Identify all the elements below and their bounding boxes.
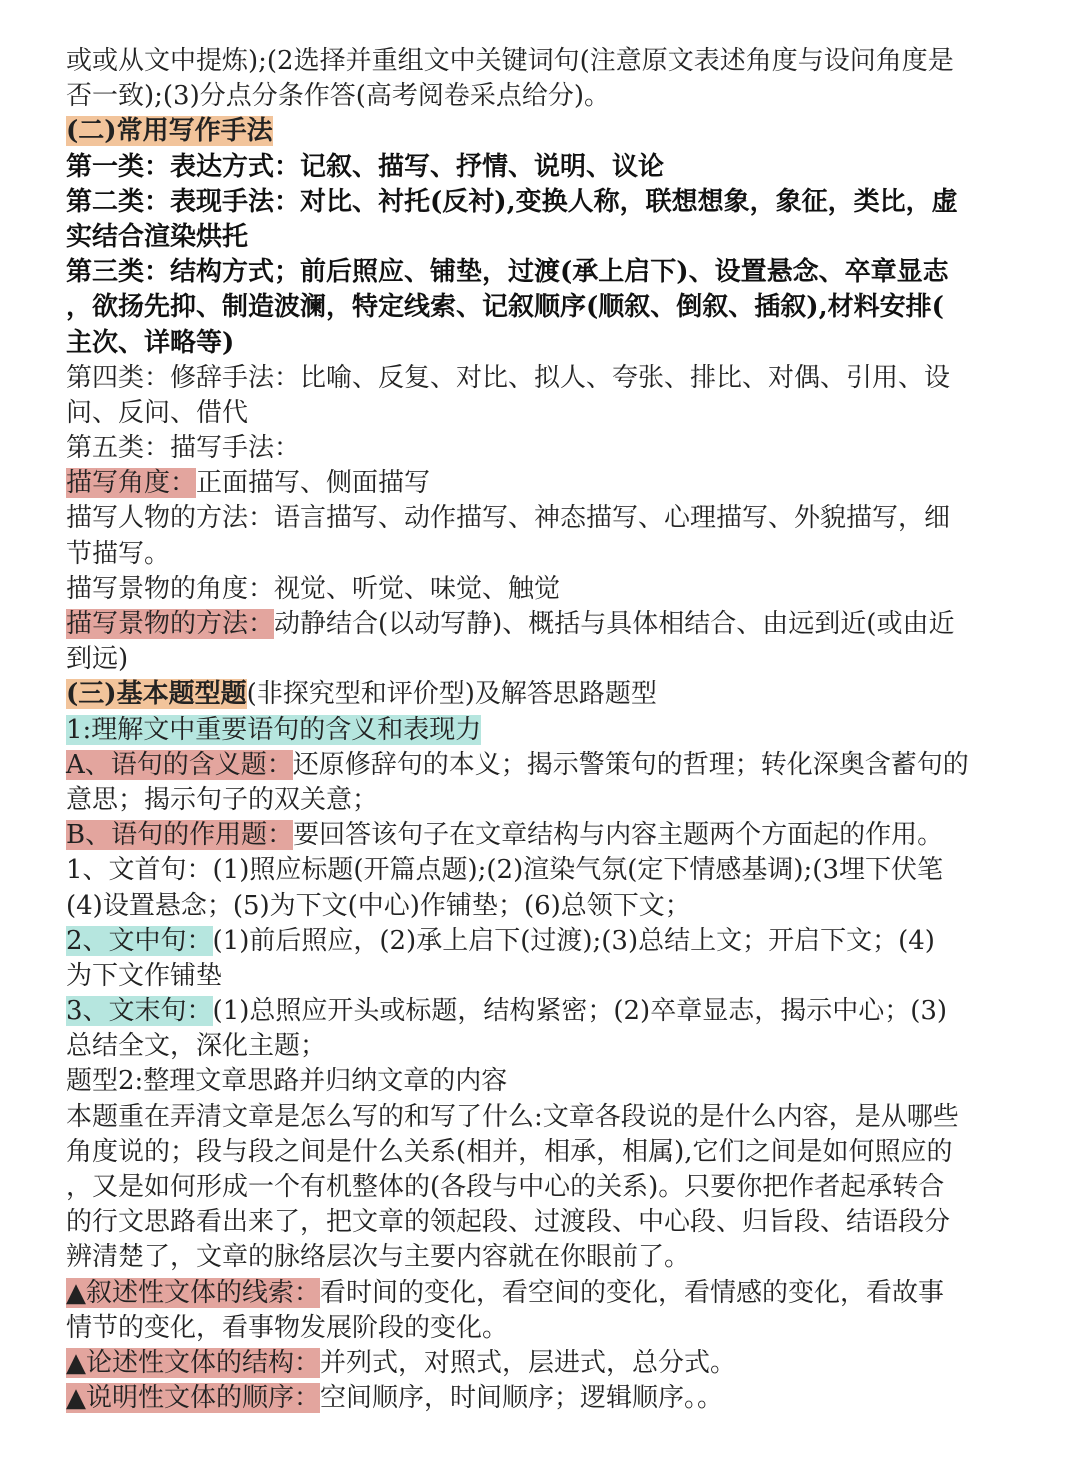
- section-heading-question-types: [66, 677, 1016, 712]
- text: (非探究型和评价型)及解答思路题型: [246, 679, 657, 710]
- text-line-character-methods: [66, 501, 1016, 536]
- label-highlight: ▲说明性文体的顺序：: [66, 1383, 320, 1414]
- text: 或或从文中提炼);(2选择并重组文中关键词句(注意原文表述角度与设问角度是: [66, 46, 954, 76]
- text-line-category-2-cont: [66, 220, 1016, 255]
- subheading-text: 1:理解文中重要语句的含义和表现力: [66, 714, 482, 745]
- label-highlight: 2、文中句：: [66, 925, 213, 956]
- text-line-opening-sentence-cont: [66, 889, 1016, 924]
- text: 为下文作铺垫: [66, 960, 223, 991]
- text: 辨清楚了，文章的脉络层次与主要内容就在你眼前了。: [66, 1242, 691, 1273]
- label-highlight: ▲叙述性文体的线索：: [66, 1277, 320, 1308]
- text-line-character-methods-cont: [66, 537, 1016, 572]
- text-line-category-5: [66, 431, 1016, 466]
- text: 描写景物的角度：视觉、听觉、味觉、触觉: [66, 573, 561, 604]
- text-line-paragraph-5: [66, 1240, 1016, 1275]
- text: 到远): [66, 644, 129, 675]
- text: 的行文思路看出来了，把文章的领起段、过渡段、中心段、归旨段、结语段分: [66, 1207, 951, 1238]
- text-line-meaning-question-cont: [66, 783, 1016, 818]
- text-line-question-type-2: [66, 1064, 1016, 1099]
- heading-text: (三)基本题型题: [66, 679, 247, 710]
- text: 正面描写、侧面描写: [196, 468, 431, 499]
- text-line-category-1: [66, 150, 1016, 185]
- text: 要回答该句子在文章结构与内容主题两个方面起的作用。: [293, 820, 944, 851]
- text-line-expository-order: [66, 1381, 1016, 1416]
- text: ，欲扬先抑、制造波澜，特定线索、记叙顺序(顺叙、倒叙、插叙),材料安排(: [66, 292, 944, 323]
- label-highlight: 描写角度：: [66, 468, 197, 499]
- text-line-2: [66, 79, 1016, 114]
- section-heading-writing-techniques: [66, 114, 1016, 149]
- text: 主次、详略等): [66, 327, 235, 358]
- text: 题型2:整理文章思路并归纳文章的内容: [66, 1066, 508, 1097]
- text: 情节的变化，看事物发展阶段的变化。: [66, 1312, 509, 1343]
- text-line-category-3-cont: [66, 290, 1016, 325]
- text: (4)设置悬念；(5)为下文(中心)作铺垫；(6)总领下文；: [66, 890, 691, 921]
- text: 第三类：结构方式；前后照应、铺垫，过渡(承上启下)、设置悬念、卒章显志: [66, 257, 949, 288]
- text-line-category-3-cont2: [66, 326, 1016, 361]
- text-line-category-3: [66, 255, 1016, 290]
- text: 角度说的；段与段之间是什么关系(相并，相承，相属),它们之间是如何照应的: [66, 1136, 953, 1167]
- subheading-sentence-meaning: [66, 713, 1016, 748]
- text-line-narrative-clues: [66, 1276, 1016, 1311]
- text-line-narrative-clues-cont: [66, 1311, 1016, 1346]
- text-line-paragraph-1: [66, 1100, 1016, 1135]
- text: (1)前后照应，(2)承上启下(过渡);(3)总结上文；开启下文；(4): [212, 925, 935, 956]
- text: 否一致);(3)分点分条作答(高考阅卷采点给分)。: [66, 81, 611, 112]
- text: 还原修辞句的本义；揭示警策句的哲理；转化深奥含蓄句的: [292, 749, 969, 780]
- text-line-paragraph-4: [66, 1205, 1016, 1240]
- text: 描写人物的方法：语言描写、动作描写、神态描写、心理描写、外貌描写，细: [66, 503, 951, 534]
- text-line-scene-angle: [66, 572, 1016, 607]
- text: 第一类：表达方式：记叙、描写、抒情、说明、议论: [66, 151, 665, 182]
- text: 第四类：修辞手法：比喻、反复、对比、拟人、夸张、排比、对偶、引用、设: [66, 362, 951, 393]
- label-highlight: B、语句的作用题：: [66, 820, 294, 851]
- text: 总结全文，深化主题；: [66, 1031, 327, 1062]
- text-line-category-4: [66, 361, 1016, 396]
- text: 空间顺序，时间顺序；逻辑顺序。。: [320, 1383, 724, 1414]
- text-line-argumentative-structure: [66, 1346, 1016, 1381]
- text-line-1: [66, 44, 1016, 79]
- text-line-meaning-question: [66, 748, 1016, 783]
- text: 并列式，对照式，层进式，总分式。: [320, 1347, 737, 1378]
- text: 节描写。: [66, 538, 171, 569]
- text-line-paragraph-2: [66, 1135, 1016, 1170]
- text: 第五类：描写手法：: [66, 433, 301, 464]
- text: (1)总照应开头或标题，结构紧密；(2)卒章显志，揭示中心；(3): [212, 996, 948, 1027]
- text: 本题重在弄清文章是怎么写的和写了什么:文章各段说的是什么内容，是从哪些: [66, 1101, 959, 1132]
- label-highlight: ▲论述性文体的结构：: [66, 1347, 320, 1378]
- text-line-category-4-cont: [66, 396, 1016, 431]
- text-line-middle-sentence: [66, 924, 1016, 959]
- document-page: [66, 44, 1016, 1416]
- text: 实结合渲染烘托: [66, 221, 249, 252]
- text-line-middle-sentence-cont: [66, 959, 1016, 994]
- text-line-scene-methods: [66, 607, 1016, 642]
- text: 第二类：表现手法：对比、衬托(反衬),变换人称，联想想象，象征，类比，虚: [66, 186, 958, 217]
- label-highlight: 3、文末句：: [66, 996, 213, 1027]
- text-line-scene-methods-cont: [66, 642, 1016, 677]
- text: 看时间的变化，看空间的变化，看情感的变化，看故事: [320, 1277, 945, 1308]
- label-highlight: 描写景物的方法：: [66, 609, 275, 639]
- text-line-closing-sentence-cont: [66, 1029, 1016, 1064]
- heading-text: (二)常用写作手法: [66, 116, 273, 147]
- text-line-category-2: [66, 185, 1016, 220]
- text-line-closing-sentence: [66, 994, 1016, 1029]
- text-line-paragraph-3: [66, 1170, 1016, 1205]
- text-line-description-angle: [66, 466, 1016, 501]
- text: 1、文首句：(1)照应标题(开篇点题);(2)渲染气氛(定下情感基调);(3埋下伏笔: [66, 855, 943, 886]
- text-line-function-question: [66, 818, 1016, 853]
- text-line-opening-sentence: [66, 853, 1016, 888]
- text: 动静结合(以动写静)、概括与具体相结合、由远到近(或由近: [274, 609, 955, 639]
- text: 意思；揭示句子的双关意；: [66, 784, 379, 815]
- text: ，又是如何形成一个有机整体的(各段与中心的关系)。只要你把作者起承转合: [66, 1172, 945, 1202]
- text: 问、反问、借代: [66, 397, 249, 428]
- label-highlight: A、语句的含义题：: [66, 749, 293, 780]
